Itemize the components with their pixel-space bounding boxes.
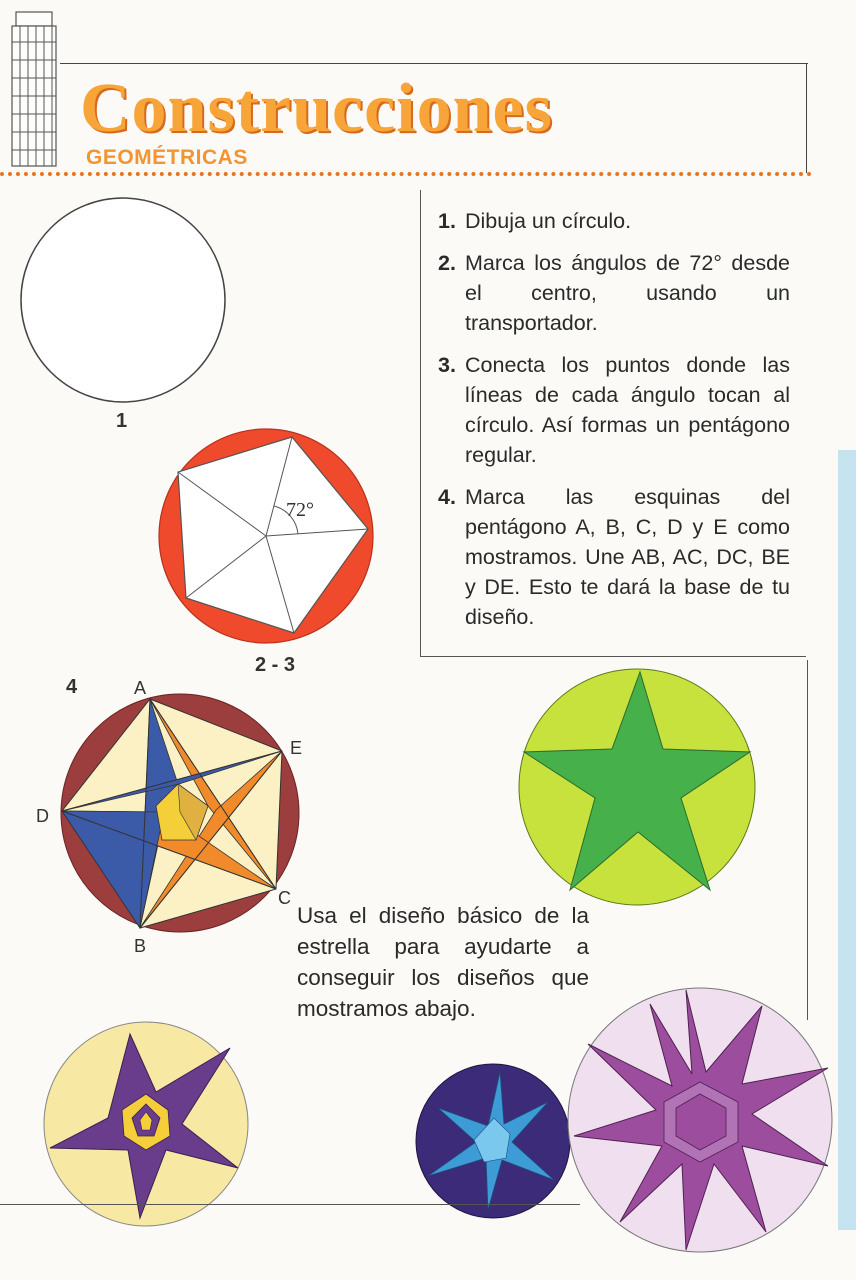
step-4: [438, 482, 790, 632]
page-border-bottom: [0, 1204, 580, 1205]
step-text: Marca los ángulos de 72° desde el centro, usando un transportador.: [465, 251, 790, 335]
figure-4-star-base: [56, 692, 306, 942]
figure-4-label: 4: [66, 676, 78, 698]
dotted-divider: [0, 172, 812, 176]
vertex-c-label: C: [278, 888, 291, 908]
angle-label: 72°: [286, 499, 314, 521]
vertex-a-label: A: [134, 678, 147, 698]
green-star-design: [518, 668, 758, 908]
instruction-list: [438, 206, 790, 644]
vertex-e-label: E: [290, 738, 303, 758]
step-number: 3.: [438, 353, 456, 377]
step-number: 4.: [438, 485, 456, 509]
step-2: [438, 248, 790, 338]
step-number: 2.: [438, 251, 456, 275]
step-text: Marca las esquinas del pentágono A, B, C, D y E como mostramos. Une AB, AC, DC, BE y DE. Esto te dará la base de tu diseño.: [465, 485, 790, 629]
figure-1-circle: [20, 196, 230, 406]
step-3: [438, 350, 790, 470]
blue-star-design: [414, 1062, 572, 1220]
page-border-right: [807, 660, 808, 1020]
edge-strip: [838, 450, 856, 1230]
tower-icon: [4, 8, 62, 176]
step-text: Dibuja un círculo.: [465, 209, 632, 233]
page-title: Construcciones: [80, 70, 553, 147]
figure-2-3-label: 2 - 3: [255, 654, 296, 676]
header-frame-top: [60, 63, 808, 64]
figure-2-3-pentagon: [158, 430, 378, 646]
purple-star-design: [42, 1020, 250, 1228]
header-frame-right: [806, 63, 807, 173]
figure-1-label: 1: [116, 410, 128, 432]
design-caption: Usa el diseño básico de la estrella para ayudarte a conseguir los diseños que mostramos abajo.: [297, 903, 589, 1021]
step-text: Conecta los puntos donde las líneas de cada ángulo tocan al círculo. Así formas un pentágono regular.: [465, 353, 790, 467]
violet-star-design: [566, 986, 836, 1256]
vertex-d-label: D: [36, 806, 49, 826]
step-1: [438, 206, 790, 236]
vertex-b-label: B: [134, 936, 147, 956]
step-number: 1.: [438, 209, 456, 233]
page-subtitle: GEOMÉTRICAS: [86, 146, 248, 169]
